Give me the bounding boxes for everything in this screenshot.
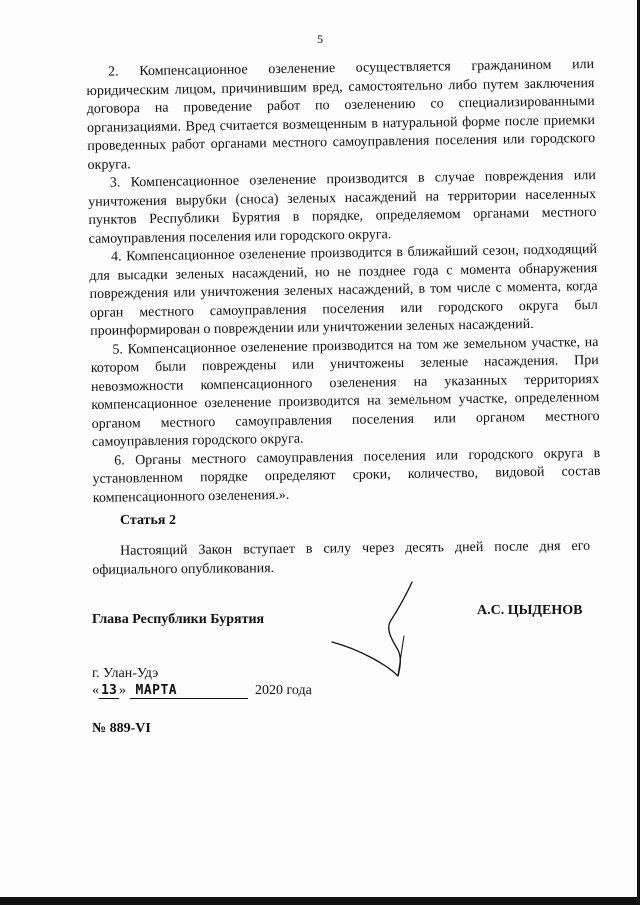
date-month: МАРТА: [130, 683, 248, 699]
paragraph-2: 2. Компенсационное озеленение осуществляется гражданином или юридическим лицом, причинившим вред, самостоятельно либо путем заключения договора на проведение работ по озеленению со специализированными организациями. Вред считается возмещенным в натуральной форме после приемки проведенных работ органами местного самоуправления поселения или городского округа.: [86, 57, 596, 173]
handwritten-signature: [320, 578, 430, 688]
signatory-title: Глава Республики Бурятия: [92, 612, 265, 627]
place-of-signing: г. Улан-Удэ: [92, 666, 159, 681]
date-year: 2020 года: [255, 683, 312, 698]
date-day: 13: [99, 683, 119, 699]
paragraph-5: 5. Компенсационное озеленение производится на том же земельном участке, на котором были повреждены или уничтожены зеленые насаждения. При невозможности компенсационного озеленения на указанных территориях компенсационное озеленение производится на земельном участке, определенном органом местного самоуправления поселения или органом местного самоуправления городского округа.: [90, 334, 600, 450]
date-close-quote: »: [119, 683, 126, 698]
paragraph-4: 4. Компенсационное озеленение производится в ближайший сезон, подходящий для высадки зеленых насаждений, но не позднее года с момента обнаружения повреждения или уничтожения зеленых насаждений, в том числе с момента, когда орган местного самоуправления поселения или городского округа был проинформирован о повреждении или уничтожении зеленых насаждений.: [89, 241, 598, 339]
paragraph-6: 6. Органы местного самоуправления поселения или городского округа в установленном порядке определяют сроки, количество, видовой состав компенсационного озеленения.».: [92, 445, 601, 506]
signatory-name: А.С. ЦЫДЕНОВ: [477, 603, 583, 618]
effective-date-clause: Настоящий Закон вступает в силу через десять дней после дня его официального опубликования.: [92, 538, 591, 578]
scan-edge-bottom: [0, 897, 640, 905]
date-open-quote: «: [92, 683, 99, 698]
law-number: № 889-VI: [92, 721, 151, 736]
date-of-signing: [92, 683, 312, 699]
law-body: [86, 56, 601, 508]
paragraph-3: 3. Компенсационное озеленение производится в случае повреждения или уничтожения вырубки (сноса) зеленых насаждений на территории населенных пунктов Республики Бурятия в порядке, определяемом органами местного самоуправления поселения или городского округа.: [88, 168, 597, 247]
article-heading: Статья 2: [120, 513, 176, 528]
page-number: 5: [317, 32, 323, 46]
